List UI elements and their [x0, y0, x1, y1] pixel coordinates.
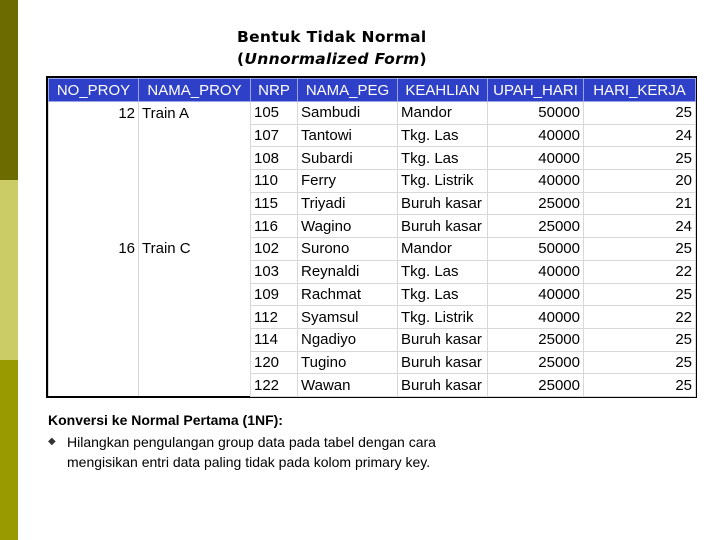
- table-cell: [139, 147, 251, 170]
- table-cell: 50000: [488, 238, 584, 261]
- table-cell: [49, 124, 139, 147]
- bullet-text: Hilangkan pengulangan group data pada tabel dengan cara mengisikan entri data paling tidak pada kolom primary key.: [67, 434, 436, 470]
- table-cell: Triyadi: [298, 192, 398, 215]
- table-cell: Tkg. Las: [398, 283, 488, 306]
- table-cell: Tkg. Listrik: [398, 306, 488, 329]
- sidebar-bar-middle: [0, 180, 18, 360]
- table-cell: 22: [584, 306, 696, 329]
- title-paren-open: (: [237, 50, 245, 68]
- table-cell: 25: [584, 102, 696, 125]
- table-cell: 116: [251, 215, 298, 238]
- table-cell: 25000: [488, 351, 584, 374]
- table-cell: 103: [251, 260, 298, 283]
- table-cell: Tkg. Las: [398, 260, 488, 283]
- table-cell: 108: [251, 147, 298, 170]
- column-header: NAMA_PEG: [298, 79, 398, 102]
- table-cell: 107: [251, 124, 298, 147]
- table-cell: 40000: [488, 306, 584, 329]
- table-cell: 40000: [488, 124, 584, 147]
- table-cell: 122: [251, 374, 298, 397]
- table-cell: Wawan: [298, 374, 398, 397]
- section-heading: Konversi ke Normal Pertama (1NF):: [48, 412, 283, 428]
- table-header-row: [49, 79, 696, 102]
- table-row: [49, 328, 696, 351]
- table-cell: Buruh kasar: [398, 215, 488, 238]
- table-row: [49, 283, 696, 306]
- table-cell: Buruh kasar: [398, 192, 488, 215]
- data-table-container: [46, 76, 697, 398]
- table-cell: [49, 306, 139, 329]
- table-cell: [139, 374, 251, 397]
- table-cell: 20: [584, 170, 696, 193]
- table-cell: [139, 328, 251, 351]
- table-cell: Ngadiyo: [298, 328, 398, 351]
- table-cell: Tkg. Listrik: [398, 170, 488, 193]
- table-cell: Buruh kasar: [398, 374, 488, 397]
- table-cell: 25: [584, 351, 696, 374]
- title-italic: Unnormalized Form: [244, 50, 420, 68]
- table-cell: [139, 306, 251, 329]
- column-header: NRP: [251, 79, 298, 102]
- table-cell: Tugino: [298, 351, 398, 374]
- title-paren-close: ): [419, 50, 427, 68]
- table-cell: [49, 215, 139, 238]
- table-cell: Tantowi: [298, 124, 398, 147]
- table-body: [49, 102, 696, 397]
- table-cell: [49, 283, 139, 306]
- table-cell: Syamsul: [298, 306, 398, 329]
- table-cell: 102: [251, 238, 298, 261]
- table-cell: [49, 328, 139, 351]
- table-cell: 40000: [488, 260, 584, 283]
- table-cell: 40000: [488, 170, 584, 193]
- table-row: [49, 238, 696, 261]
- table-cell: 12: [49, 102, 139, 125]
- table-cell: 24: [584, 124, 696, 147]
- table-cell: Tkg. Las: [398, 147, 488, 170]
- table-cell: 115: [251, 192, 298, 215]
- table-cell: Reynaldi: [298, 260, 398, 283]
- table-cell: 50000: [488, 102, 584, 125]
- table-cell: Sambudi: [298, 102, 398, 125]
- unnormalized-table: [48, 78, 696, 397]
- table-row: [49, 260, 696, 283]
- table-cell: Wagino: [298, 215, 398, 238]
- table-cell: 105: [251, 102, 298, 125]
- table-cell: [139, 283, 251, 306]
- table-cell: Tkg. Las: [398, 124, 488, 147]
- bullet-point: [48, 432, 468, 472]
- table-cell: [49, 192, 139, 215]
- table-row: [49, 306, 696, 329]
- table-cell: 25: [584, 283, 696, 306]
- table-cell: Train A: [139, 102, 251, 125]
- table-cell: Mandor: [398, 102, 488, 125]
- table-cell: [139, 215, 251, 238]
- column-header: HARI_KERJA: [584, 79, 696, 102]
- table-row: [49, 192, 696, 215]
- table-cell: 25: [584, 328, 696, 351]
- table-cell: 16: [49, 238, 139, 261]
- table-cell: 25000: [488, 328, 584, 351]
- column-header: NO_PROY: [49, 79, 139, 102]
- table-cell: 40000: [488, 147, 584, 170]
- table-row: [49, 124, 696, 147]
- table-cell: 110: [251, 170, 298, 193]
- table-cell: 120: [251, 351, 298, 374]
- table-cell: [139, 192, 251, 215]
- column-header: KEAHLIAN: [398, 79, 488, 102]
- column-header: UPAH_HARI: [488, 79, 584, 102]
- table-cell: [49, 170, 139, 193]
- table-row: [49, 351, 696, 374]
- table-cell: 25: [584, 147, 696, 170]
- table-cell: 25000: [488, 215, 584, 238]
- table-cell: Ferry: [298, 170, 398, 193]
- table-cell: Buruh kasar: [398, 328, 488, 351]
- table-cell: Buruh kasar: [398, 351, 488, 374]
- table-cell: 112: [251, 306, 298, 329]
- table-cell: 114: [251, 328, 298, 351]
- table-cell: Mandor: [398, 238, 488, 261]
- diamond-bullet-icon: ◆: [48, 436, 56, 447]
- table-cell: Surono: [298, 238, 398, 261]
- table-cell: 25: [584, 374, 696, 397]
- table-cell: [139, 351, 251, 374]
- table-cell: 24: [584, 215, 696, 238]
- table-cell: 22: [584, 260, 696, 283]
- table-cell: [49, 374, 139, 397]
- table-cell: [49, 260, 139, 283]
- table-cell: [139, 260, 251, 283]
- title-line-1: Bentuk Tidak Normal: [237, 28, 427, 46]
- title-line-2: [237, 48, 427, 70]
- table-cell: 25000: [488, 374, 584, 397]
- table-row: [49, 102, 696, 125]
- sidebar-bar-top: [0, 0, 18, 180]
- sidebar-bar-bottom: [0, 360, 18, 540]
- table-row: [49, 215, 696, 238]
- table-cell: 21: [584, 192, 696, 215]
- table-cell: [49, 351, 139, 374]
- table-cell: Train C: [139, 238, 251, 261]
- table-cell: 109: [251, 283, 298, 306]
- table-cell: [139, 170, 251, 193]
- table-cell: [139, 124, 251, 147]
- table-cell: Subardi: [298, 147, 398, 170]
- column-header: NAMA_PROY: [139, 79, 251, 102]
- table-cell: 25000: [488, 192, 584, 215]
- table-cell: Rachmat: [298, 283, 398, 306]
- table-row: [49, 170, 696, 193]
- table-cell: [49, 147, 139, 170]
- table-cell: 25: [584, 238, 696, 261]
- table-row: [49, 374, 696, 397]
- table-row: [49, 147, 696, 170]
- table-cell: 40000: [488, 283, 584, 306]
- slide-title: [237, 26, 427, 70]
